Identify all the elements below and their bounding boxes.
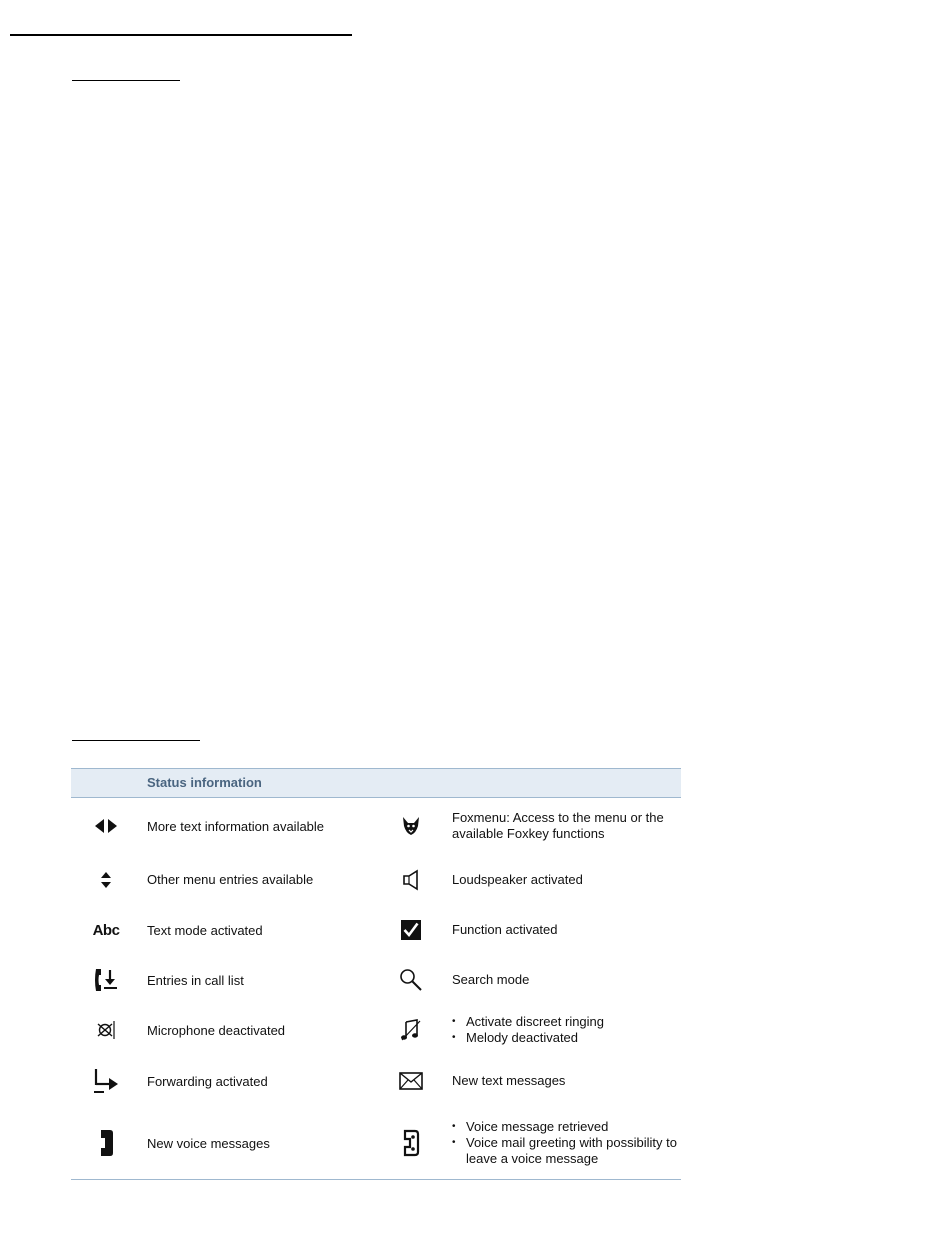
status-description: Text mode activated xyxy=(147,922,263,938)
status-description: Microphone deactivated xyxy=(147,1022,286,1038)
status-description: New text messages xyxy=(452,1073,566,1088)
up-down-arrows-icon xyxy=(86,854,126,905)
status-description: New voice messages xyxy=(147,1135,270,1151)
table-header xyxy=(71,768,681,798)
status-description: Loudspeaker activated xyxy=(452,871,583,887)
bullet-item: • Activate discreet ringing xyxy=(466,1014,604,1030)
status-description: Search mode xyxy=(452,972,530,987)
table-row xyxy=(71,905,681,955)
section-rule-1 xyxy=(72,80,180,81)
voice-message-icon xyxy=(86,1107,126,1179)
status-description: Forwarding activated xyxy=(147,1073,268,1089)
bullet-item: • Voice message retrieved xyxy=(466,1119,682,1135)
status-description-list xyxy=(452,1107,682,1179)
bullet-item: • Melody deactivated xyxy=(466,1030,604,1046)
table-row xyxy=(71,1005,681,1055)
status-description: Entries in call list xyxy=(147,972,244,988)
status-information-table xyxy=(71,768,681,1180)
left-right-arrows-icon xyxy=(86,798,126,854)
abc-icon: Abc xyxy=(92,921,120,939)
forwarding-icon xyxy=(86,1055,126,1107)
fox-icon xyxy=(391,798,431,854)
bullet-item: • Voice mail greeting with possibility to leave a voice message xyxy=(466,1135,682,1167)
status-description: Function activated xyxy=(452,922,558,937)
top-rule xyxy=(10,34,352,36)
table-header-title: Status information xyxy=(147,775,262,790)
call-list-icon xyxy=(86,955,126,1005)
search-icon xyxy=(391,955,431,1005)
table-row xyxy=(71,854,681,905)
music-note-icon xyxy=(391,1005,431,1055)
section-rule-2 xyxy=(72,740,200,741)
status-description: More text information available xyxy=(147,818,325,834)
microphone-off-icon xyxy=(86,1005,126,1055)
table-row xyxy=(71,1055,681,1107)
table-row xyxy=(71,955,681,1005)
status-description: Foxmenu: Access to the menu or the available Foxkey functions xyxy=(452,810,664,841)
table-row xyxy=(71,798,681,854)
envelope-icon xyxy=(391,1055,431,1107)
table-row xyxy=(71,1107,681,1179)
voicemail-outline-icon xyxy=(391,1107,431,1179)
status-description: Other menu entries available xyxy=(147,872,314,887)
status-description-list xyxy=(452,1005,682,1055)
checkbox-icon xyxy=(391,905,431,955)
speaker-icon xyxy=(391,854,431,905)
